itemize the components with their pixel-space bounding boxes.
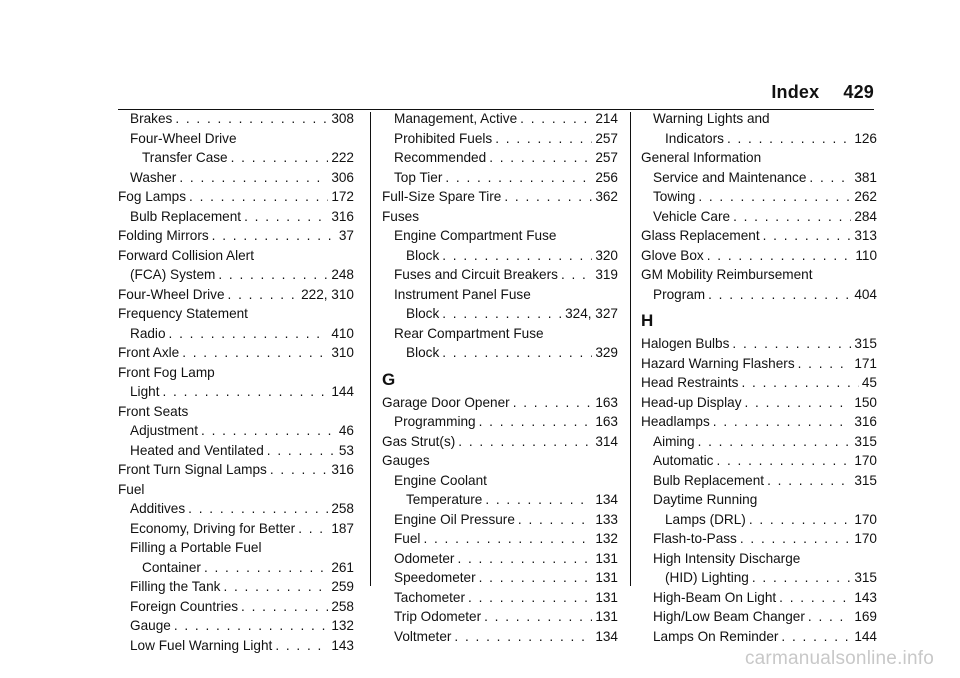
dot-leader xyxy=(561,265,592,285)
entry-term: Economy, Driving for Better xyxy=(130,520,296,536)
entry-page-ref: 172 xyxy=(331,189,354,204)
index-entry xyxy=(118,109,354,129)
index-column-3 xyxy=(641,109,877,646)
dot-leader xyxy=(458,432,592,452)
entry-page-ref: 131 xyxy=(595,570,618,585)
index-entry xyxy=(641,568,877,588)
dot-leader xyxy=(809,168,851,188)
index-entry xyxy=(641,490,877,510)
entry-term: Transfer Case xyxy=(142,150,228,165)
index-entry xyxy=(118,480,354,500)
index-entry xyxy=(118,402,354,422)
index-entry xyxy=(118,285,354,305)
index-entry xyxy=(382,549,618,569)
entry-page-ref: 134 xyxy=(595,492,618,507)
dot-leader xyxy=(740,529,851,549)
index-entry xyxy=(641,148,877,168)
entry-term: Gas Strut(s) xyxy=(382,433,456,449)
entry-page-ref: 131 xyxy=(595,609,618,624)
index-entry xyxy=(382,265,618,285)
index-entry xyxy=(118,226,354,246)
dot-leader xyxy=(241,597,328,617)
entry-page-ref: 256 xyxy=(595,169,618,185)
index-entry xyxy=(118,304,354,324)
dot-leader xyxy=(212,226,336,246)
index-entry xyxy=(641,168,877,188)
entry-term: Flash-to-Pass xyxy=(653,531,737,546)
index-entry xyxy=(382,432,618,452)
column-divider-2 xyxy=(630,112,631,586)
entry-term: Front Turn Signal Lamps xyxy=(118,462,267,477)
entry-term: Trip Odometer xyxy=(394,609,482,624)
dot-leader xyxy=(298,519,328,539)
index-entry xyxy=(641,226,877,246)
index-entry xyxy=(382,568,618,588)
entry-page-ref: 319 xyxy=(595,267,618,282)
entry-page-ref: 324, 327 xyxy=(565,306,618,321)
index-entry xyxy=(641,549,877,569)
index-entry xyxy=(641,510,877,530)
index-entry xyxy=(641,354,877,374)
dot-leader xyxy=(423,529,592,549)
dot-leader xyxy=(454,627,592,647)
entry-term: Prohibited Fuels xyxy=(394,130,493,146)
dot-leader xyxy=(174,616,328,636)
entry-page-ref: 316 xyxy=(854,414,877,429)
entry-page-ref: 133 xyxy=(595,511,618,527)
dot-leader xyxy=(175,109,328,129)
entry-page-ref: 306 xyxy=(331,169,354,185)
entry-term: Recommended xyxy=(394,150,487,165)
entry-page-ref: 404 xyxy=(854,286,877,302)
index-entry xyxy=(118,382,354,402)
dot-leader xyxy=(228,285,299,305)
index-entry xyxy=(382,451,618,471)
index-entry xyxy=(118,129,354,149)
index-entry xyxy=(382,109,618,129)
entry-page-ref: 163 xyxy=(595,394,618,410)
index-entry xyxy=(382,207,618,227)
entry-term: Head-up Display xyxy=(641,394,742,410)
entry-term: Automatic xyxy=(653,453,714,468)
entry-page-ref: 257 xyxy=(595,150,618,165)
dot-leader xyxy=(798,354,852,374)
index-entry xyxy=(382,393,618,413)
entry-term: Engine Oil Pressure xyxy=(394,511,515,527)
entry-term: Engine Compartment Fuse xyxy=(394,228,557,243)
entry-term: Four-Wheel Drive xyxy=(130,130,237,146)
index-entry xyxy=(382,343,618,363)
entry-term: High-Beam On Light xyxy=(653,589,777,605)
column-divider-1 xyxy=(370,112,371,586)
dot-leader xyxy=(204,558,328,578)
entry-page-ref: 132 xyxy=(595,531,618,546)
index-entry xyxy=(118,636,354,656)
dot-leader xyxy=(169,324,329,344)
entry-term: Aiming xyxy=(653,433,695,449)
index-entry xyxy=(382,129,618,149)
dot-leader xyxy=(741,373,858,393)
dot-leader xyxy=(489,148,592,168)
page-header xyxy=(771,82,874,103)
index-entry xyxy=(118,148,354,168)
dot-leader xyxy=(752,568,851,588)
entry-page-ref: 381 xyxy=(854,169,877,185)
index-entry xyxy=(118,519,354,539)
section-letter: G xyxy=(382,369,396,389)
index-entry xyxy=(118,499,354,519)
entry-term: Towing xyxy=(653,189,696,204)
dot-leader xyxy=(275,636,328,656)
dot-leader xyxy=(244,207,328,227)
index-entry xyxy=(118,265,354,285)
dot-leader xyxy=(713,412,852,432)
entry-page-ref: 45 xyxy=(861,375,877,390)
entry-term: Front Fog Lamp xyxy=(118,364,215,380)
index-entry xyxy=(118,538,354,558)
entry-page-ref: 53 xyxy=(338,442,354,458)
entry-term: GM Mobility Reimbursement xyxy=(641,267,813,282)
section-title: Index xyxy=(771,82,820,102)
dot-leader xyxy=(162,382,328,402)
entry-page-ref: 131 xyxy=(595,550,618,566)
index-entry xyxy=(641,207,877,227)
dot-leader xyxy=(270,460,328,480)
entry-page-ref: 143 xyxy=(854,589,877,605)
entry-page-ref: 316 xyxy=(331,462,354,477)
dot-leader xyxy=(188,499,328,519)
entry-page-ref: 214 xyxy=(595,111,618,126)
entry-term: Rear Compartment Fuse xyxy=(394,325,544,341)
entry-term: Heated and Ventilated xyxy=(130,442,264,458)
entry-term: Full-Size Spare Tire xyxy=(382,189,502,204)
index-entry xyxy=(382,168,618,188)
entry-term: Lamps (DRL) xyxy=(665,511,746,527)
dot-leader xyxy=(745,393,852,413)
entry-term: Speedometer xyxy=(394,570,476,585)
entry-page-ref: 134 xyxy=(595,628,618,644)
entry-term: Block xyxy=(406,306,440,321)
entry-page-ref: 284 xyxy=(854,208,877,224)
index-entry xyxy=(641,412,877,432)
entry-page-ref: 163 xyxy=(595,414,618,429)
index-entry xyxy=(118,324,354,344)
dot-leader xyxy=(767,471,851,491)
index-entry xyxy=(641,627,877,647)
entry-term: Halogen Bulbs xyxy=(641,336,730,351)
index-entry xyxy=(641,285,877,305)
entry-term: Daytime Running xyxy=(653,492,758,507)
index-entry xyxy=(118,363,354,383)
dot-leader xyxy=(763,226,852,246)
dot-leader xyxy=(189,187,328,207)
index-entry xyxy=(641,373,877,393)
entry-term: Block xyxy=(406,345,440,360)
entry-term: Management, Active xyxy=(394,111,518,126)
index-entry xyxy=(382,510,618,530)
watermark: carmanualsonline.info xyxy=(744,648,934,669)
index-entry xyxy=(641,393,877,413)
entry-page-ref: 37 xyxy=(338,228,354,243)
index-entry xyxy=(382,607,618,627)
entry-page-ref: 222 xyxy=(331,150,354,165)
entry-term: High/Low Beam Changer xyxy=(653,609,805,624)
entry-page-ref: 362 xyxy=(595,189,618,204)
entry-page-ref: 329 xyxy=(595,345,618,360)
dot-leader xyxy=(749,510,851,530)
index-entry xyxy=(382,490,618,510)
entry-term: Glove Box xyxy=(641,247,704,263)
entry-term: Instrument Panel Fuse xyxy=(394,286,531,302)
index-entry xyxy=(641,588,877,608)
entry-page-ref: 169 xyxy=(854,609,877,624)
index-entry xyxy=(641,246,877,266)
entry-term: Headlamps xyxy=(641,414,710,429)
index-entry xyxy=(382,304,618,324)
index-column-1 xyxy=(118,109,354,655)
dot-leader xyxy=(698,187,851,207)
dot-leader xyxy=(698,432,852,452)
index-entry xyxy=(641,529,877,549)
dot-leader xyxy=(513,393,593,413)
entry-page-ref: 315 xyxy=(854,472,877,488)
entry-term: Engine Coolant xyxy=(394,472,487,488)
index-entry xyxy=(641,129,877,149)
entry-term: Front Seats xyxy=(118,403,189,419)
entry-page-ref: 126 xyxy=(854,130,877,146)
entry-term: Hazard Warning Flashers xyxy=(641,355,795,371)
dot-leader xyxy=(267,441,336,461)
entry-term: Voltmeter xyxy=(394,628,452,644)
entry-term: Low Fuel Warning Light xyxy=(130,637,273,653)
dot-leader xyxy=(442,304,562,324)
index-entry xyxy=(641,265,877,285)
index-entry xyxy=(641,471,877,491)
index-entry xyxy=(118,441,354,461)
entry-term: Garage Door Opener xyxy=(382,394,510,410)
entry-page-ref: 131 xyxy=(595,589,618,605)
entry-term: Front Axle xyxy=(118,345,180,360)
index-entry xyxy=(382,529,618,549)
entry-page-ref: 46 xyxy=(338,423,354,438)
entry-term: Container xyxy=(142,559,201,575)
entry-term: Service and Maintenance xyxy=(653,169,807,185)
dot-leader xyxy=(727,129,851,149)
entry-term: (FCA) System xyxy=(130,267,216,282)
dot-leader xyxy=(457,549,592,569)
page-number: 429 xyxy=(843,82,874,102)
entry-term: Programming xyxy=(394,414,476,429)
index-entry xyxy=(382,285,618,305)
dot-leader xyxy=(179,168,328,188)
entry-page-ref: 144 xyxy=(331,384,354,399)
dot-leader xyxy=(504,187,592,207)
entry-term: Program xyxy=(653,286,706,302)
entry-page-ref: 248 xyxy=(331,267,354,282)
entry-term: Radio xyxy=(130,325,166,341)
entry-term: Fuses xyxy=(382,208,420,224)
dot-leader xyxy=(442,246,592,266)
dot-leader xyxy=(218,265,328,285)
index-entry xyxy=(382,412,618,432)
entry-term: Bulb Replacement xyxy=(653,472,765,488)
index-entry xyxy=(382,588,618,608)
dot-leader xyxy=(468,588,592,608)
entry-term: Additives xyxy=(130,501,186,516)
entry-page-ref: 170 xyxy=(854,511,877,527)
entry-term: Block xyxy=(406,247,440,263)
index-entry xyxy=(382,627,618,647)
entry-term: Adjustment xyxy=(130,423,199,438)
entry-page-ref: 171 xyxy=(854,355,877,371)
dot-leader xyxy=(479,412,593,432)
entry-term: Indicators xyxy=(665,130,724,146)
dot-leader xyxy=(479,568,593,588)
entry-page-ref: 259 xyxy=(331,579,354,594)
index-entry xyxy=(118,207,354,227)
entry-page-ref: 262 xyxy=(854,189,877,204)
section-letter: H xyxy=(641,311,654,330)
entry-term: Light xyxy=(130,384,160,399)
entry-term: Fuses and Circuit Breakers xyxy=(394,267,558,282)
index-entry xyxy=(382,246,618,266)
entry-term: Odometer xyxy=(394,550,455,566)
index-entry xyxy=(382,187,618,207)
entry-page-ref: 258 xyxy=(331,501,354,516)
dot-leader xyxy=(182,343,328,363)
entry-page-ref: 313 xyxy=(854,228,877,243)
entry-term: Temperature xyxy=(406,492,483,507)
entry-term: Frequency Statement xyxy=(118,306,248,321)
dot-leader xyxy=(518,510,592,530)
index-column-2 xyxy=(382,109,618,646)
index-entry xyxy=(118,616,354,636)
entry-page-ref: 143 xyxy=(331,637,354,653)
index-entry xyxy=(641,432,877,452)
entry-term: Head Restraints xyxy=(641,375,739,390)
dot-leader xyxy=(707,246,853,266)
entry-page-ref: 187 xyxy=(331,520,354,536)
index-entry xyxy=(641,607,877,627)
entry-term: High Intensity Discharge xyxy=(653,550,801,566)
index-entry xyxy=(118,421,354,441)
entry-term: Tachometer xyxy=(394,589,466,605)
entry-page-ref: 144 xyxy=(854,628,877,644)
entry-term: Forward Collision Alert xyxy=(118,247,254,263)
dot-leader xyxy=(201,421,336,441)
dot-leader xyxy=(781,627,851,647)
entry-page-ref: 315 xyxy=(854,433,877,449)
entry-page-ref: 315 xyxy=(854,336,877,351)
entry-term: (HID) Lighting xyxy=(665,570,749,585)
entry-term: Four-Wheel Drive xyxy=(118,286,225,302)
index-entry xyxy=(118,168,354,188)
index-entry xyxy=(641,334,877,354)
entry-page-ref: 110 xyxy=(855,247,877,263)
entry-page-ref: 150 xyxy=(854,394,877,410)
entry-term: Gauge xyxy=(130,618,171,633)
entry-term: Foreign Countries xyxy=(130,598,239,614)
entry-page-ref: 258 xyxy=(331,598,354,614)
entry-term: Brakes xyxy=(130,111,173,126)
entry-term: Gauges xyxy=(382,453,430,468)
entry-page-ref: 315 xyxy=(854,570,877,585)
dot-leader xyxy=(445,168,592,188)
entry-page-ref: 316 xyxy=(331,208,354,224)
index-entry xyxy=(118,246,354,266)
entry-term: Fuel xyxy=(394,531,421,546)
index-entry xyxy=(641,187,877,207)
index-entry xyxy=(382,226,618,246)
dot-leader xyxy=(708,285,851,305)
index-entry xyxy=(641,109,877,129)
index-entry xyxy=(118,343,354,363)
entry-term: Top Tier xyxy=(394,169,443,185)
dot-leader xyxy=(520,109,592,129)
entry-term: Bulb Replacement xyxy=(130,208,242,224)
entry-page-ref: 410 xyxy=(331,325,354,341)
entry-term: Folding Mirrors xyxy=(118,228,209,243)
entry-page-ref: 132 xyxy=(331,618,354,633)
entry-term: Warning Lights and xyxy=(653,111,770,126)
dot-leader xyxy=(442,343,592,363)
dot-leader xyxy=(733,207,851,227)
dot-leader xyxy=(231,148,329,168)
entry-term: Fuel xyxy=(118,481,145,497)
dot-leader xyxy=(485,490,592,510)
index-entry xyxy=(382,324,618,344)
index-entry xyxy=(118,577,354,597)
entry-page-ref: 170 xyxy=(854,453,877,468)
dot-leader xyxy=(223,577,328,597)
entry-page-ref: 320 xyxy=(595,247,618,263)
dot-leader xyxy=(484,607,592,627)
dot-leader xyxy=(779,588,851,608)
entry-page-ref: 308 xyxy=(331,111,354,126)
entry-term: Filling a Portable Fuel xyxy=(130,540,262,555)
index-entry xyxy=(382,471,618,491)
entry-term: Vehicle Care xyxy=(653,208,731,224)
entry-term: Glass Replacement xyxy=(641,228,760,243)
entry-term: Fog Lamps xyxy=(118,189,187,204)
entry-page-ref: 257 xyxy=(595,130,618,146)
index-entry xyxy=(118,597,354,617)
entry-page-ref: 310 xyxy=(331,345,354,360)
index-entry xyxy=(118,460,354,480)
dot-leader xyxy=(732,334,851,354)
index-entry xyxy=(118,187,354,207)
dot-leader xyxy=(716,451,851,471)
entry-term: Lamps On Reminder xyxy=(653,628,779,644)
entry-page-ref: 261 xyxy=(331,559,354,575)
index-entry xyxy=(641,451,877,471)
entry-page-ref: 222, 310 xyxy=(301,286,354,302)
entry-term: Filling the Tank xyxy=(130,579,221,594)
entry-term: Washer xyxy=(130,169,177,185)
index-entry xyxy=(382,148,618,168)
entry-term: General Information xyxy=(641,150,762,165)
entry-page-ref: 314 xyxy=(595,433,618,449)
dot-leader xyxy=(495,129,592,149)
index-entry xyxy=(118,558,354,578)
entry-page-ref: 170 xyxy=(854,531,877,546)
dot-leader xyxy=(808,607,851,627)
